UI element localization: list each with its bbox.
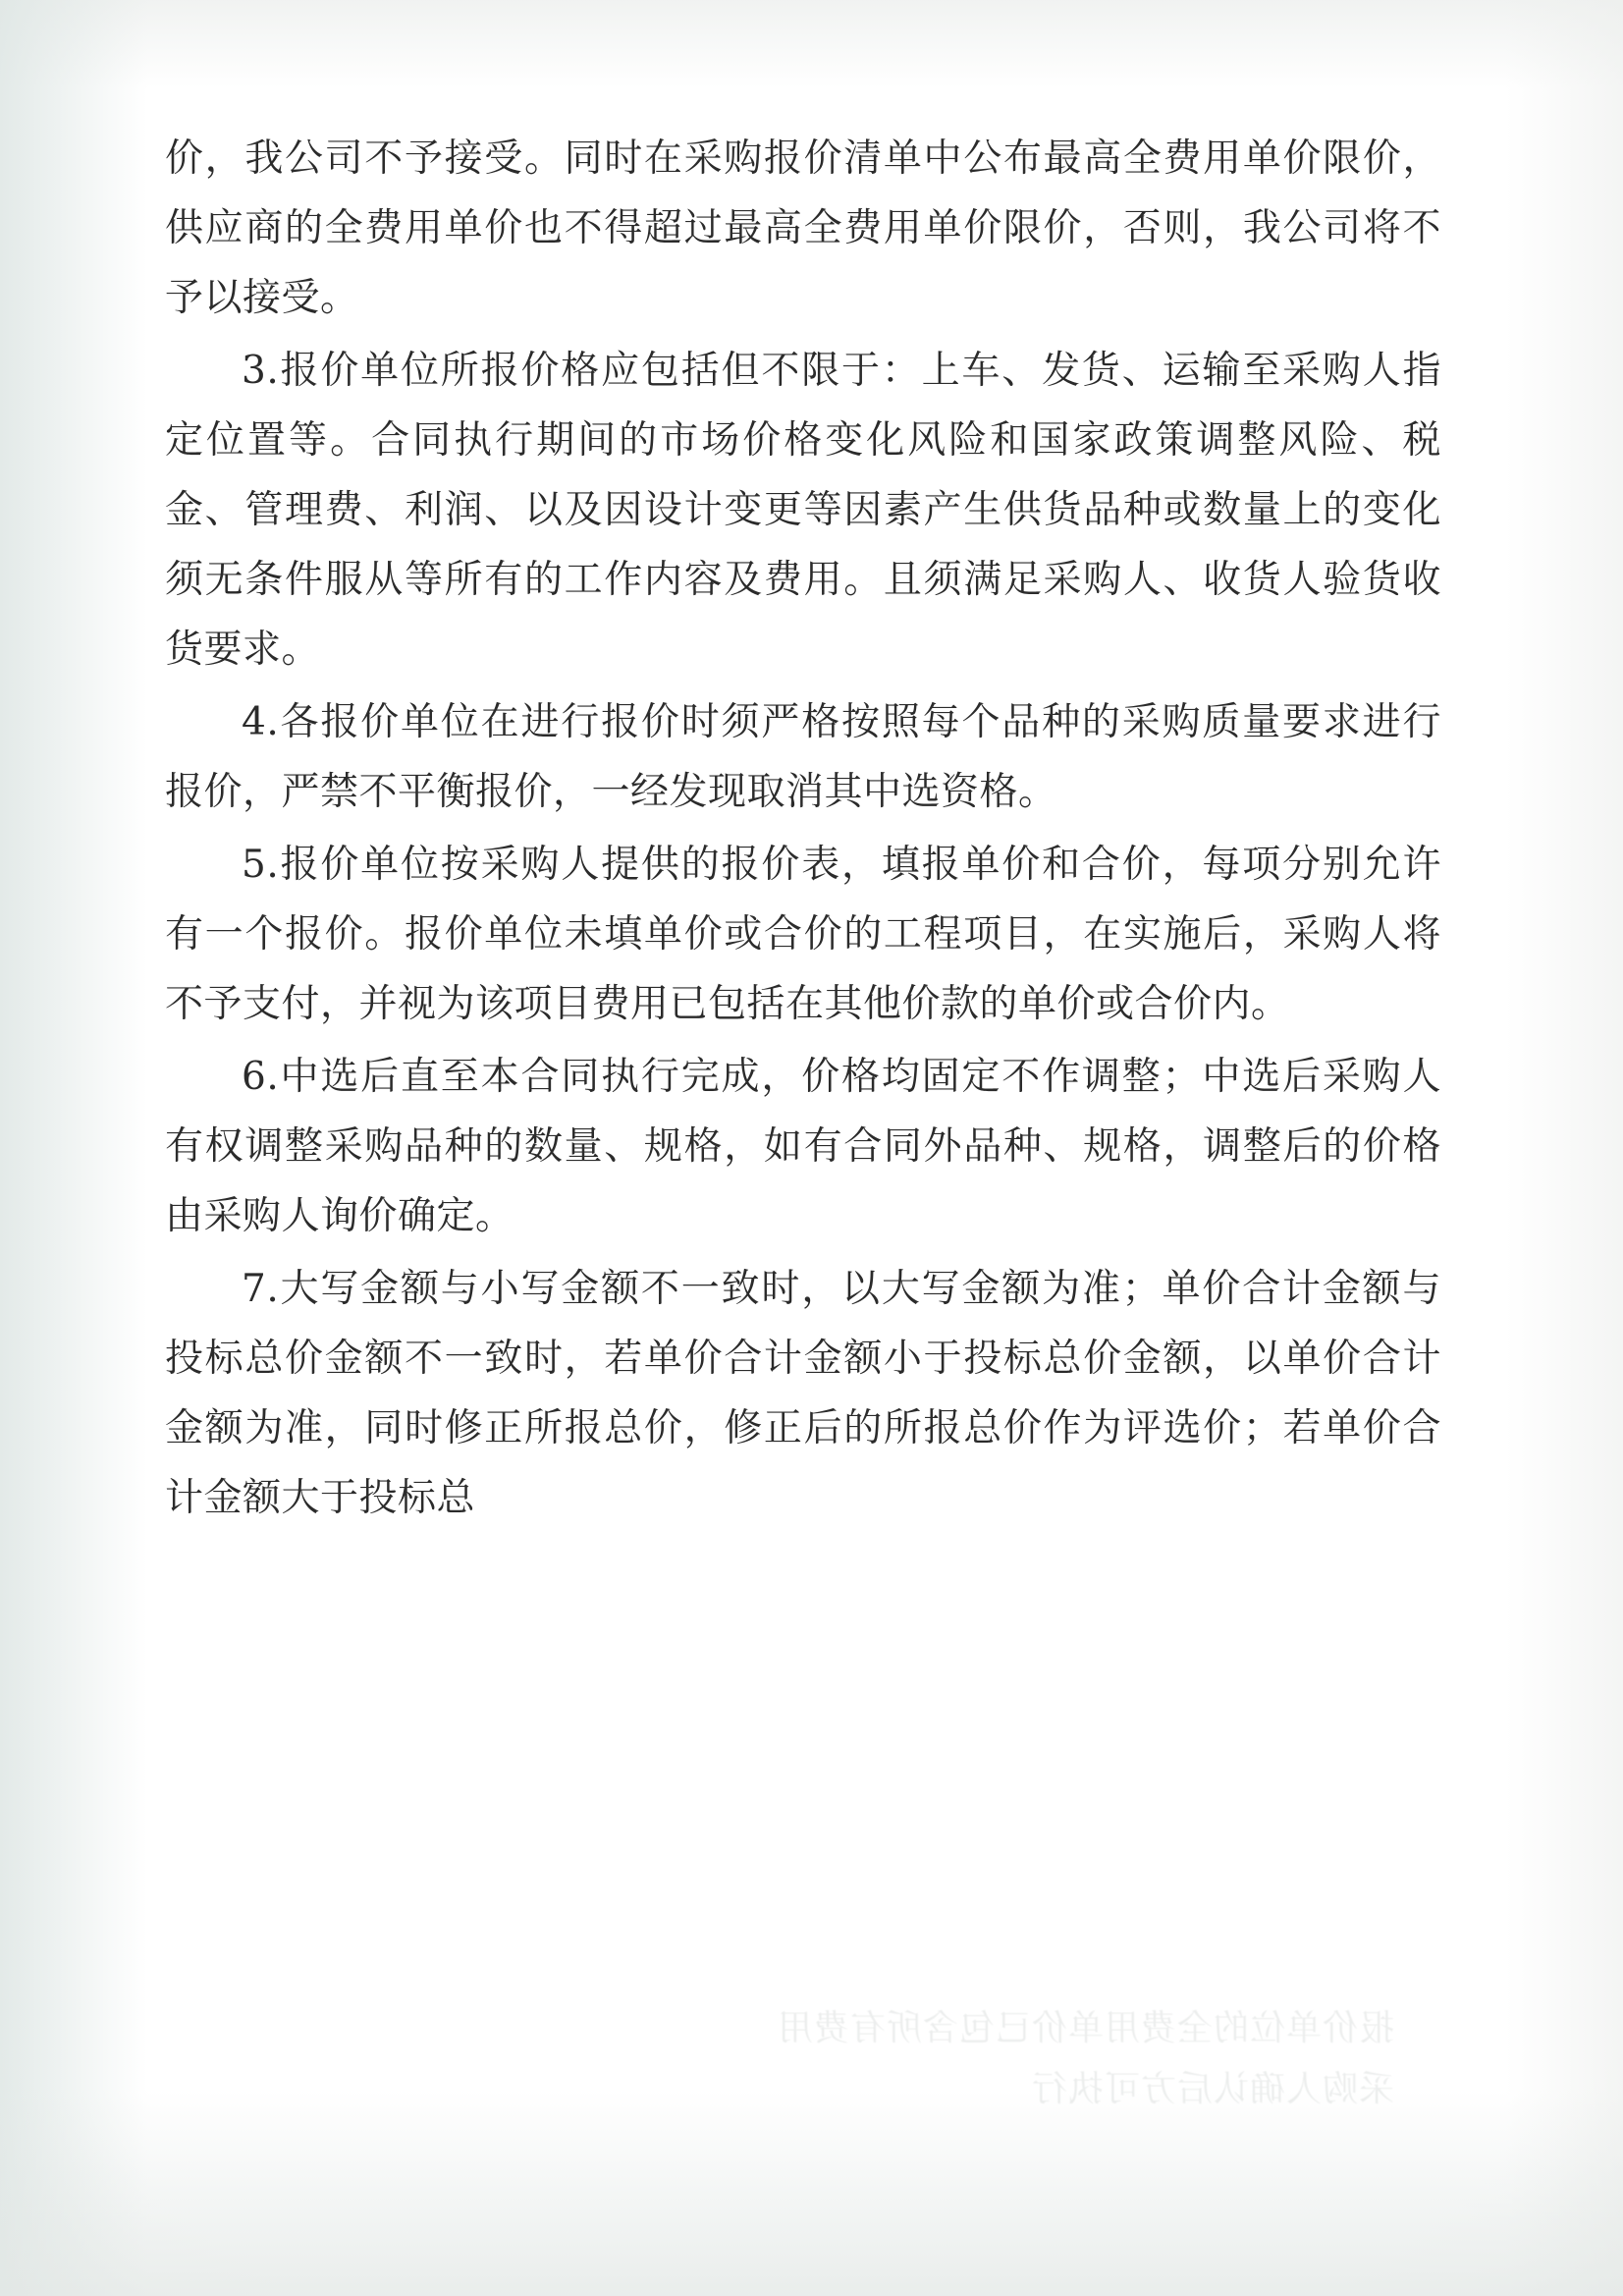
scan-edge-shadow-top <box>0 0 1623 88</box>
scan-edge-shadow-right <box>1505 0 1623 2296</box>
paragraph-item-7: 7.大写金额与小写金额不一致时，以大写金额为准；单价合计金额与投标总价金额不一致时，若单价合计金额小于投标总价金额，以单价合计金额为准，同时修正所报总价，修正后的所报总价作为评选价；若单价合计金额大于投标总 <box>165 1267 1441 1520</box>
paragraph-item-3: 3.报价单位所报价格应包括但不限于：上车、发货、运输至采购人指定位置等。合同执行期间的市场价格变化风险和国家政策调整风险、税金、管理费、利润、以及因设计变更等因素产生供货品种或数量上的变化须无条件服从等所有的工作内容及费用。且须满足采购人、收货人验货收货要求。 <box>165 349 1441 672</box>
document-text-body <box>165 124 1441 1536</box>
paragraph-continuation: 价，我公司不予接受。同时在采购报价清单中公布最高全费用单价限价，供应商的全费用单价也不得超过最高全费用单价限价，否则，我公司将不予以接受。 <box>165 137 1441 320</box>
scan-edge-shadow-bottom <box>0 2090 1623 2296</box>
paragraph-item-6: 6.中选后直至本合同执行完成，价格均固定不作调整；中选后采购人有权调整采购品种的数量、规格，如有合同外品种、规格，调整后的价格由采购人询价确定。 <box>165 1055 1441 1238</box>
paragraph-item-5: 5.报价单位按采购人提供的报价表，填报单价和合价，每项分别允许有一个报价。报价单位未填单价或合价的工程项目，在实施后，采购人将不予支付，并视为该项目费用已包括在其他价款的单价或合价内。 <box>165 843 1441 1026</box>
paragraph-item-4: 4.各报价单位在进行报价时须严格按照每个品种的采购质量要求进行报价，严禁不平衡报价，一经发现取消其中选资格。 <box>165 700 1441 814</box>
scan-edge-shadow-left <box>0 0 147 2296</box>
